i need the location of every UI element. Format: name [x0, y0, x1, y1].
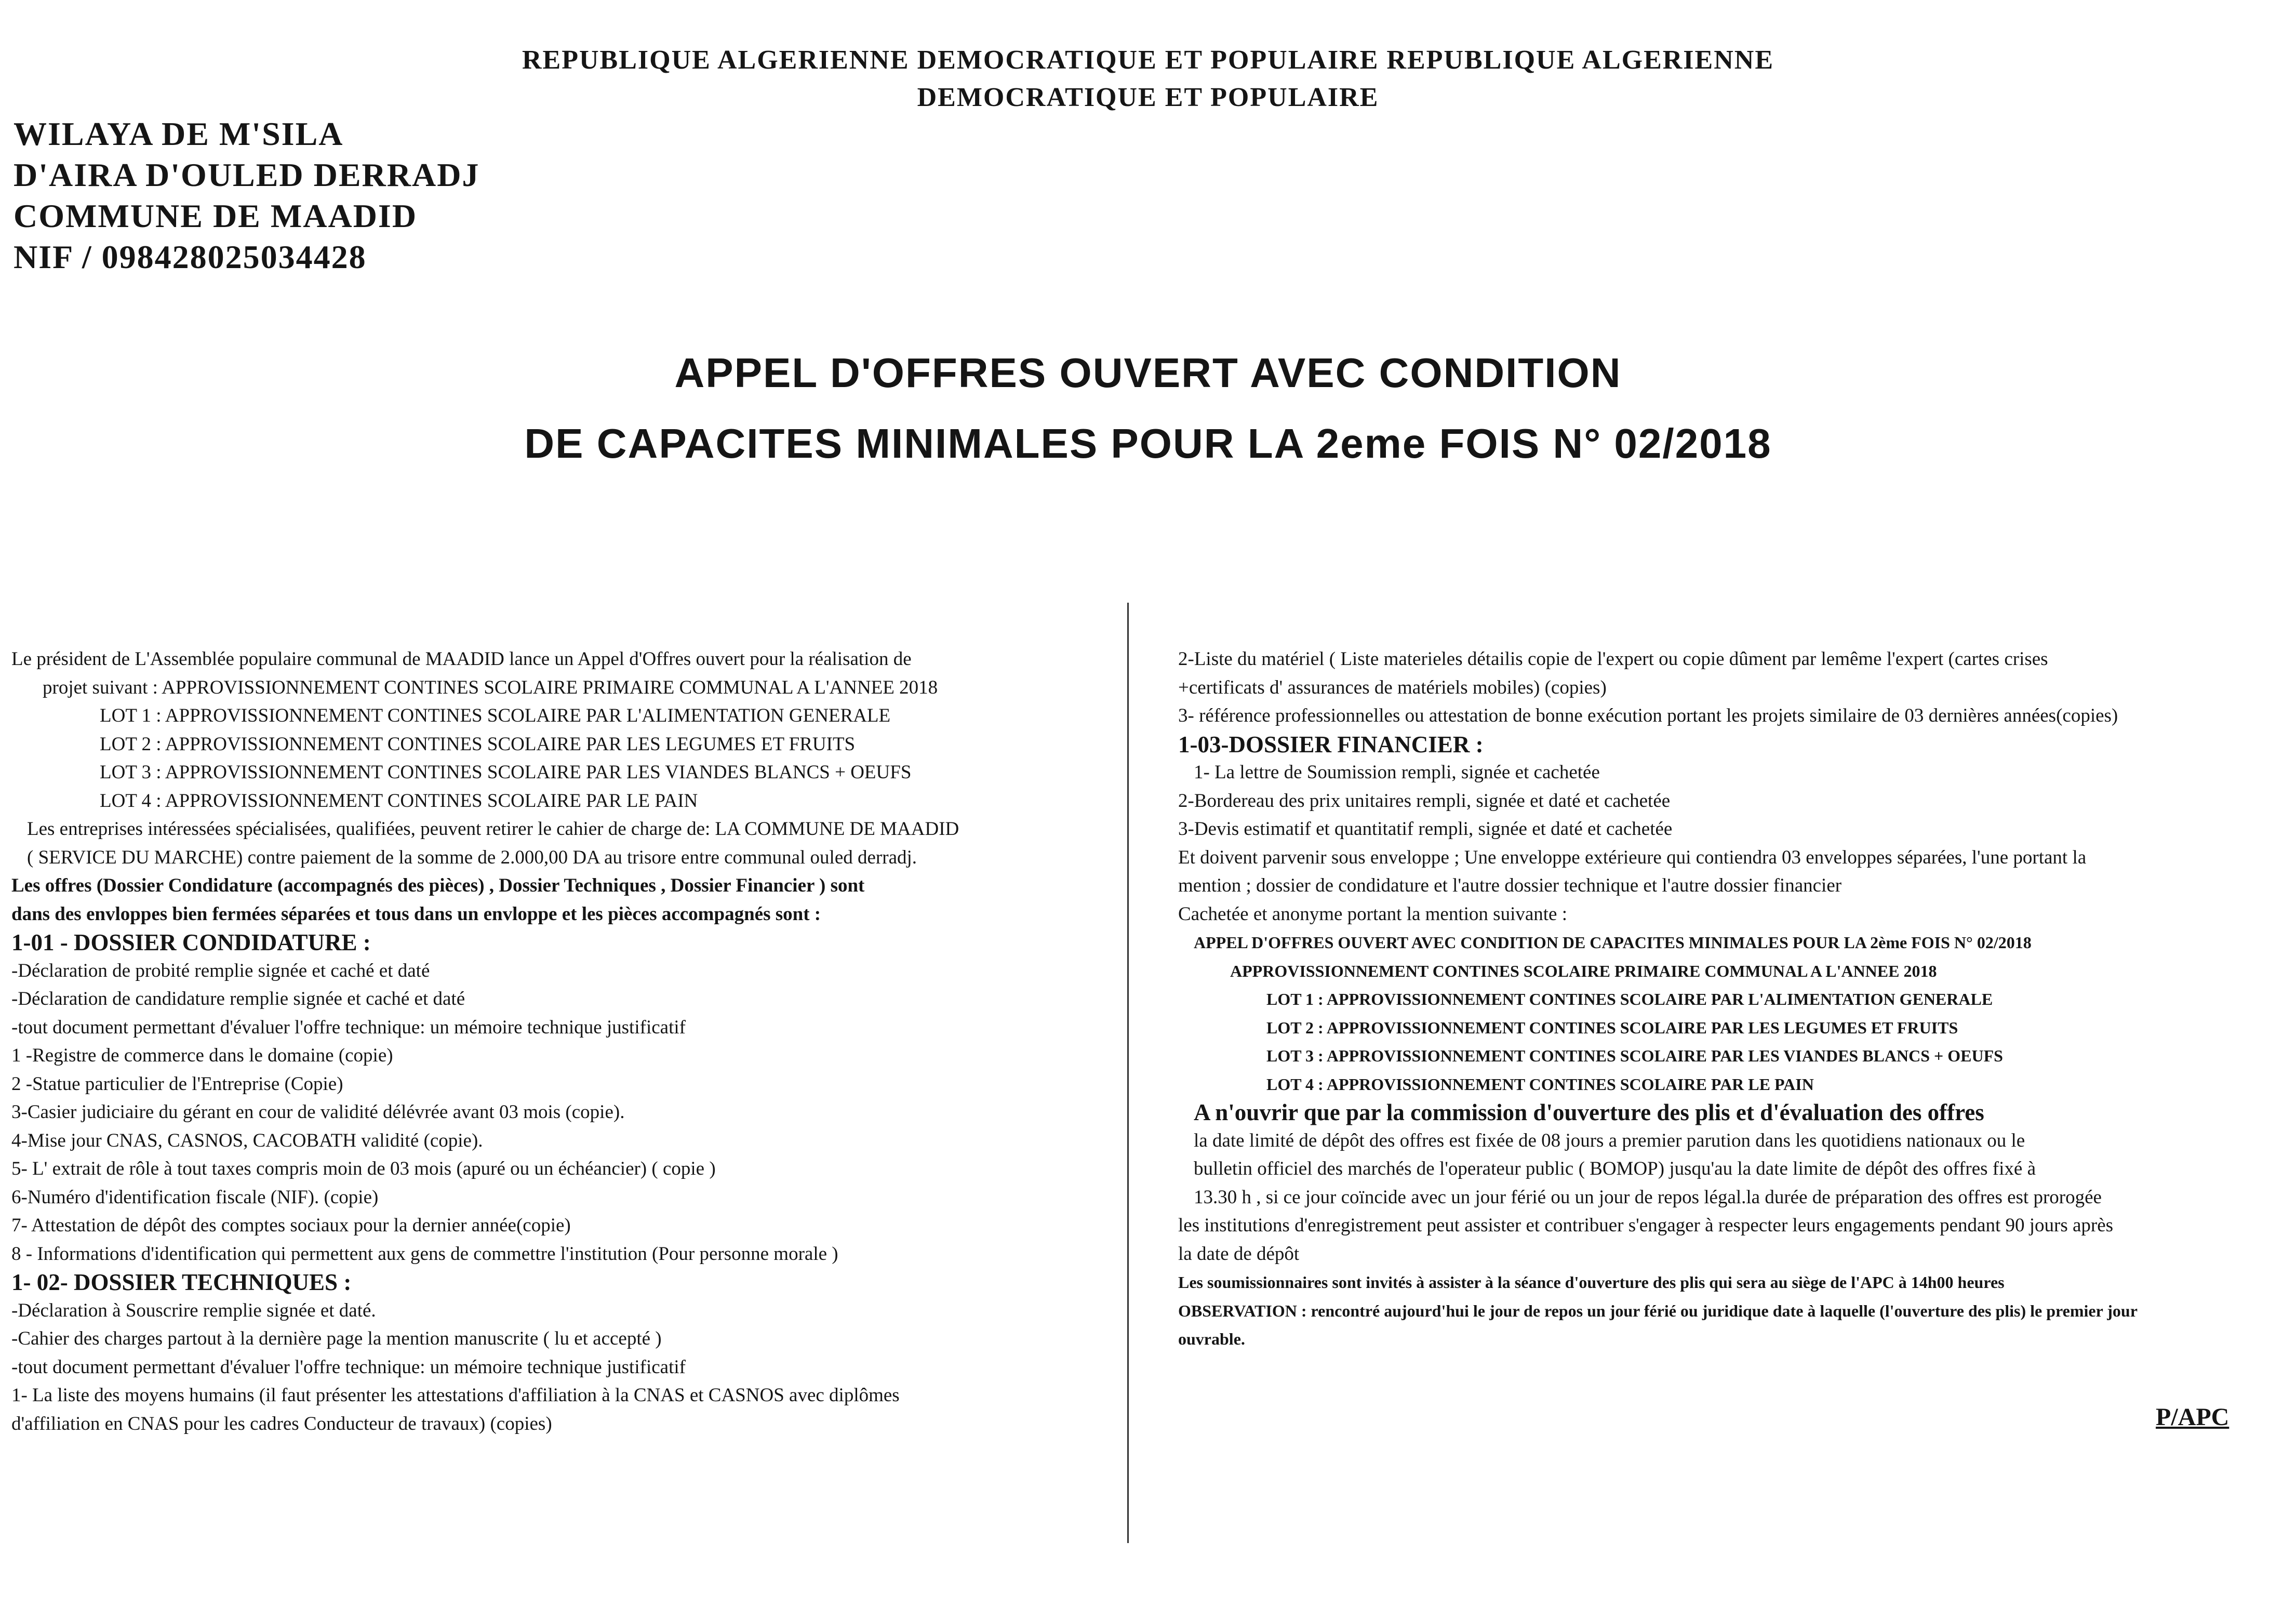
- text-line: 7- Attestation de dépôt des comptes sociaux pour la dernier année(copie): [11, 1215, 571, 1236]
- lot-line: LOT 2 : APPROVISSIONNEMENT CONTINES SCOLAIRE PAR LES LEGUMES ET FRUITS: [100, 733, 856, 755]
- text-line: 2 -Statue particulier de l'Entreprise (Copie): [11, 1073, 343, 1095]
- text-line: -Déclaration de candidature remplie signée et caché et daté: [11, 988, 465, 1009]
- text-line: les institutions d'enregistrement peut assister et contribuer s'engager à respecter leurs engagements pendant 90 jours après: [1178, 1215, 2114, 1236]
- text-line: -tout document permettant d'évaluer l'offre technique: un mémoire technique justificatif: [11, 1016, 686, 1038]
- lot-line: LOT 2 : APPROVISSIONNEMENT CONTINES SCOLAIRE PAR LES LEGUMES ET FRUITS: [1266, 1018, 1958, 1037]
- document-title: [0, 338, 2296, 479]
- issuer-block: [14, 113, 479, 277]
- text-line: bulletin officiel des marchés de l'operateur public ( BOMOP) jusqu'au la date limite de dépôt des offres fixé à: [1194, 1158, 2036, 1179]
- text-line: 2-Liste du matériel ( Liste materieles détailis copie de l'expert ou copie dûment par lemême l'expert (cartes crises: [1178, 648, 2048, 670]
- signature: P/APC: [2156, 1403, 2230, 1431]
- section-heading: 1-01 - DOSSIER CONDIDATURE :: [11, 929, 371, 955]
- observation-line: ouvrable.: [1178, 1330, 1245, 1348]
- text-line: dans des envloppes bien fermées séparées et tous dans un envloppe et les pièces accompagnés sont :: [11, 903, 821, 925]
- column-divider: [1127, 603, 1129, 1543]
- text-line: 6-Numéro d'identification fiscale (NIF). (copie): [11, 1186, 379, 1208]
- text-line: 1 -Registre de commerce dans le domaine (copie): [11, 1045, 393, 1066]
- text-line: Les soumissionnaires sont invités à assister à la séance d'ouverture des plis qui sera au siège de l'APC à 14h00 heures: [1178, 1273, 2005, 1292]
- text-line: 1- La lettre de Soumission rempli, signée et cachetée: [1194, 762, 1600, 783]
- notice-heading: A n'ouvrir que par la commission d'ouverture des plis et d'évaluation des offres: [1194, 1099, 1984, 1125]
- text-line: 13.30 h , si ce jour coïncide avec un jour férié ou un jour de repos légal.la durée de préparation des offres est prorogée: [1194, 1186, 2102, 1208]
- section-heading: 1- 02- DOSSIER TECHNIQUES :: [11, 1269, 352, 1295]
- text-line: -Déclaration de probité remplie signée et caché et daté: [11, 960, 430, 981]
- text-line: mention ; dossier de condidature et l'autre dossier technique et l'autre dossier financier: [1178, 875, 1842, 896]
- title-line-1: APPEL D'OFFRES OUVERT AVEC CONDITION: [674, 350, 1622, 396]
- text-line: 5- L' extrait de rôle à tout taxes compris moin de 03 mois (apuré ou un échéancier) ( copie ): [11, 1158, 716, 1179]
- text-line: la date limité de dépôt des offres est fixée de 08 jours a premier parution dans les quotidiens nationaux ou le: [1194, 1130, 2025, 1151]
- daira: D'AIRA D'OULED DERRADJ: [14, 156, 480, 193]
- text-line: Cachetée et anonyme portant la mention suivante :: [1178, 903, 1567, 925]
- right-column: [1178, 645, 2274, 1353]
- commune: COMMUNE DE MAADID: [14, 197, 418, 234]
- text-line: 3-Casier judiciaire du gérant en cour de validité délévrée avant 03 mois (copie).: [11, 1101, 625, 1123]
- text-line: la date de dépôt: [1178, 1243, 1300, 1265]
- republic-line-2: DEMOCRATIQUE ET POPULAIRE: [917, 83, 1379, 112]
- text-line: Les offres (Dossier Condidature (accompagnés des pièces) , Dossier Techniques , Dossier Financier ) sont: [11, 875, 865, 896]
- text-line: -Déclaration à Souscrire remplie signée et daté.: [11, 1299, 376, 1321]
- text-line: 1- La liste des moyens humains (il faut présenter les attestations d'affiliation à la CNAS et CASNOS avec diplômes: [11, 1385, 900, 1406]
- mention-subtitle: APPROVISSIONNEMENT CONTINES SCOLAIRE PRIMAIRE COMMUNAL A L'ANNEE 2018: [1230, 961, 1937, 980]
- lot-line: LOT 4 : APPROVISSIONNEMENT CONTINES SCOLAIRE PAR LE PAIN: [100, 790, 698, 812]
- lot-line: LOT 3 : APPROVISSIONNEMENT CONTINES SCOLAIRE PAR LES VIANDES BLANCS + OEUFS: [1266, 1046, 2003, 1065]
- text-line: +certificats d' assurances de matériels mobiles) (copies): [1178, 676, 1607, 698]
- text-line: d'affiliation en CNAS pour les cadres Conducteur de travaux) (copies): [11, 1413, 552, 1434]
- text-line: 8 - Informations d'identification qui permettent aux gens de commettre l'institution (Pour personne morale ): [11, 1243, 838, 1265]
- lot-line: LOT 1 : APPROVISSIONNEMENT CONTINES SCOLAIRE PAR L'ALIMENTATION GENERALE: [1266, 990, 1993, 1008]
- lot-line: LOT 1 : APPROVISSIONNEMENT CONTINES SCOLAIRE PAR L'ALIMENTATION GENERALE: [100, 705, 891, 726]
- nif: NIF / 098428025034428: [14, 238, 367, 275]
- text-line: 3-Devis estimatif et quantitatif rempli, signée et daté et cachetée: [1178, 818, 1673, 840]
- text-line: 2-Bordereau des prix unitaires rempli, signée et daté et cachetée: [1178, 790, 1671, 812]
- text-line: projet suivant : APPROVISSIONNEMENT CONTINES SCOLAIRE PRIMAIRE COMMUNAL A L'ANNEE 2018: [43, 676, 938, 698]
- left-column: [11, 645, 1118, 1438]
- republic-line-1: REPUBLIQUE ALGERIENNE DEMOCRATIQUE ET POPULAIRE REPUBLIQUE ALGERIENNE: [522, 45, 1774, 75]
- text-line: 4-Mise jour CNAS, CASNOS, CACOBATH validité (copie).: [11, 1130, 483, 1151]
- mention-title: APPEL D'OFFRES OUVERT AVEC CONDITION DE CAPACITES MINIMALES POUR LA 2ème FOIS N° 02/2018: [1194, 933, 2032, 952]
- lot-line: LOT 3 : APPROVISSIONNEMENT CONTINES SCOLAIRE PAR LES VIANDES BLANCS + OEUFS: [100, 762, 912, 783]
- republic-header: [0, 42, 2296, 116]
- title-line-2: DE CAPACITES MINIMALES POUR LA 2eme FOIS N° 02/2018: [524, 420, 1772, 467]
- text-line: 3- référence professionnelles ou attestation de bonne exécution portant les projets similaire de 03 dernières années(copies): [1178, 705, 2118, 726]
- text-line: -tout document permettant d'évaluer l'offre technique: un mémoire technique justificatif: [11, 1356, 686, 1378]
- text-line: -Cahier des charges partout à la dernière page la mention manuscrite ( lu et accepté ): [11, 1328, 662, 1349]
- text-line: Le président de L'Assemblée populaire communal de MAADID lance un Appel d'Offres ouvert pour la réalisation de: [11, 648, 912, 670]
- section-heading: 1-03-DOSSIER FINANCIER :: [1178, 731, 1484, 758]
- observation-line: OBSERVATION : rencontré aujourd'hui le jour de repos un jour férié ou juridique date à laquelle (l'ouverture des plis) le premier jour: [1178, 1301, 2138, 1320]
- text-line: ( SERVICE DU MARCHE) contre paiement de la somme de 2.000,00 DA au trisore entre communal ouled derradj.: [27, 846, 917, 868]
- lot-line: LOT 4 : APPROVISSIONNEMENT CONTINES SCOLAIRE PAR LE PAIN: [1266, 1074, 1814, 1094]
- wilaya: WILAYA DE M'SILA: [14, 115, 344, 152]
- text-line: Et doivent parvenir sous enveloppe ; Une enveloppe extérieure qui contiendra 03 enveloppes séparées, l'une portant la: [1178, 846, 2087, 868]
- text-line: Les entreprises intéressées spécialisées, qualifiées, peuvent retirer le cahier de charge de: LA COMMUNE DE MAADID: [27, 818, 959, 840]
